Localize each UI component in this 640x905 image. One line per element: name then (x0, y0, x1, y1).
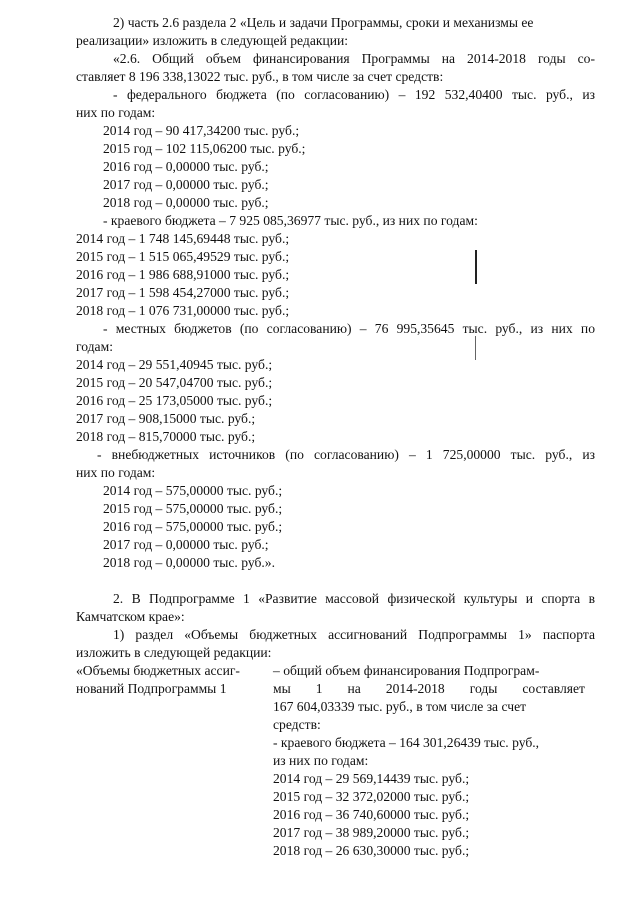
year-line: 2014 год – 29 551,40945 тыс. руб.; (76, 357, 273, 372)
year-line: 2018 год – 0,00000 тыс. руб.». (103, 555, 275, 570)
paragraph-line: них по годам: (76, 465, 156, 480)
margin-mark (475, 250, 477, 284)
year-line: 2018 год – 26 630,30000 тыс. руб.; (273, 843, 470, 858)
year-line: 2018 год – 0,00000 тыс. руб.; (103, 195, 269, 210)
year-line: 2016 год – 36 740,60000 тыс. руб.; (273, 807, 470, 822)
year-line: 2017 год – 1 598 454,27000 тыс. руб.; (76, 285, 290, 300)
paragraph-line: - федерального бюджета (по согласованию) – 192 532,40400 тыс. руб., из (113, 87, 595, 102)
year-line: 2016 год – 25 173,05000 тыс. руб.; (76, 393, 273, 408)
paragraph-line: реализации» изложить в следующей редакции: (76, 33, 349, 48)
year-line: 2015 год – 32 372,02000 тыс. руб.; (273, 789, 470, 804)
year-line: 2014 год – 90 417,34200 тыс. руб.; (103, 123, 300, 138)
paragraph-line: ставляет 8 196 338,13022 тыс. руб., в том числе за счет средств: (76, 69, 444, 84)
year-line: 2015 год – 1 515 065,49529 тыс. руб.; (76, 249, 290, 264)
paragraph-line: - местных бюджетов (по согласованию) – 76 995,35645 тыс. руб., из них по (103, 321, 595, 336)
year-line: 2017 год – 38 989,20000 тыс. руб.; (273, 825, 470, 840)
year-line: 2016 год – 575,00000 тыс. руб.; (103, 519, 283, 534)
paragraph-line: - внебюджетных источников (по согласованию) – 1 725,00000 тыс. руб., из (97, 447, 595, 462)
year-line: 2014 год – 29 569,14439 тыс. руб.; (273, 771, 470, 786)
year-line: 2015 год – 102 115,06200 тыс. руб.; (103, 141, 306, 156)
table-left-cell-line: нований Подпрограммы 1 (76, 681, 227, 696)
paragraph-line: - краевого бюджета – 7 925 085,36977 тыс. руб., из них по годам: (103, 213, 478, 228)
year-line: 2016 год – 1 986 688,91000 тыс. руб.; (76, 267, 290, 282)
year-line: 2014 год – 1 748 145,69448 тыс. руб.; (76, 231, 290, 246)
table-right-cell-line: средств: (273, 717, 321, 732)
table-right-cell-line: – общий объем финансирования Подпрограм- (273, 663, 540, 678)
year-line: 2016 год – 0,00000 тыс. руб.; (103, 159, 269, 174)
table-left-cell-line: «Объемы бюджетных ассиг- (76, 663, 240, 678)
year-line: 2017 год – 0,00000 тыс. руб.; (103, 177, 269, 192)
table-right-cell-line: - краевого бюджета – 164 301,26439 тыс. руб., (273, 735, 540, 750)
table-right-cell-line: 167 604,03339 тыс. руб., в том числе за счет (273, 699, 527, 714)
paragraph-line: 2) часть 2.6 раздела 2 «Цель и задачи Программы, сроки и механизмы ее (113, 15, 534, 30)
year-line: 2017 год – 0,00000 тыс. руб.; (103, 537, 269, 552)
year-line: 2015 год – 20 547,04700 тыс. руб.; (76, 375, 273, 390)
margin-mark (475, 336, 476, 360)
paragraph-line: изложить в следующей редакции: (76, 645, 272, 660)
paragraph-line: Камчатском крае»: (76, 609, 185, 624)
year-line: 2015 год – 575,00000 тыс. руб.; (103, 501, 283, 516)
year-line: 2014 год – 575,00000 тыс. руб.; (103, 483, 283, 498)
year-line: 2018 год – 1 076 731,00000 тыс. руб.; (76, 303, 290, 318)
table-right-cell-line: из них по годам: (273, 753, 369, 768)
paragraph-line: них по годам: (76, 105, 156, 120)
paragraph-line: «2.6. Общий объем финансирования Программы на 2014-2018 годы со- (113, 51, 595, 66)
table-right-cell-line: мы 1 на 2014-2018 годы составляет (273, 681, 585, 696)
paragraph-line: годам: (76, 339, 113, 354)
year-line: 2017 год – 908,15000 тыс. руб.; (76, 411, 256, 426)
paragraph-line: 1) раздел «Объемы бюджетных ассигнований Подпрограммы 1» паспорта (113, 627, 595, 642)
year-line: 2018 год – 815,70000 тыс. руб.; (76, 429, 256, 444)
paragraph-line: 2. В Подпрограмме 1 «Развитие массовой физической культуры и спорта в (113, 591, 595, 606)
